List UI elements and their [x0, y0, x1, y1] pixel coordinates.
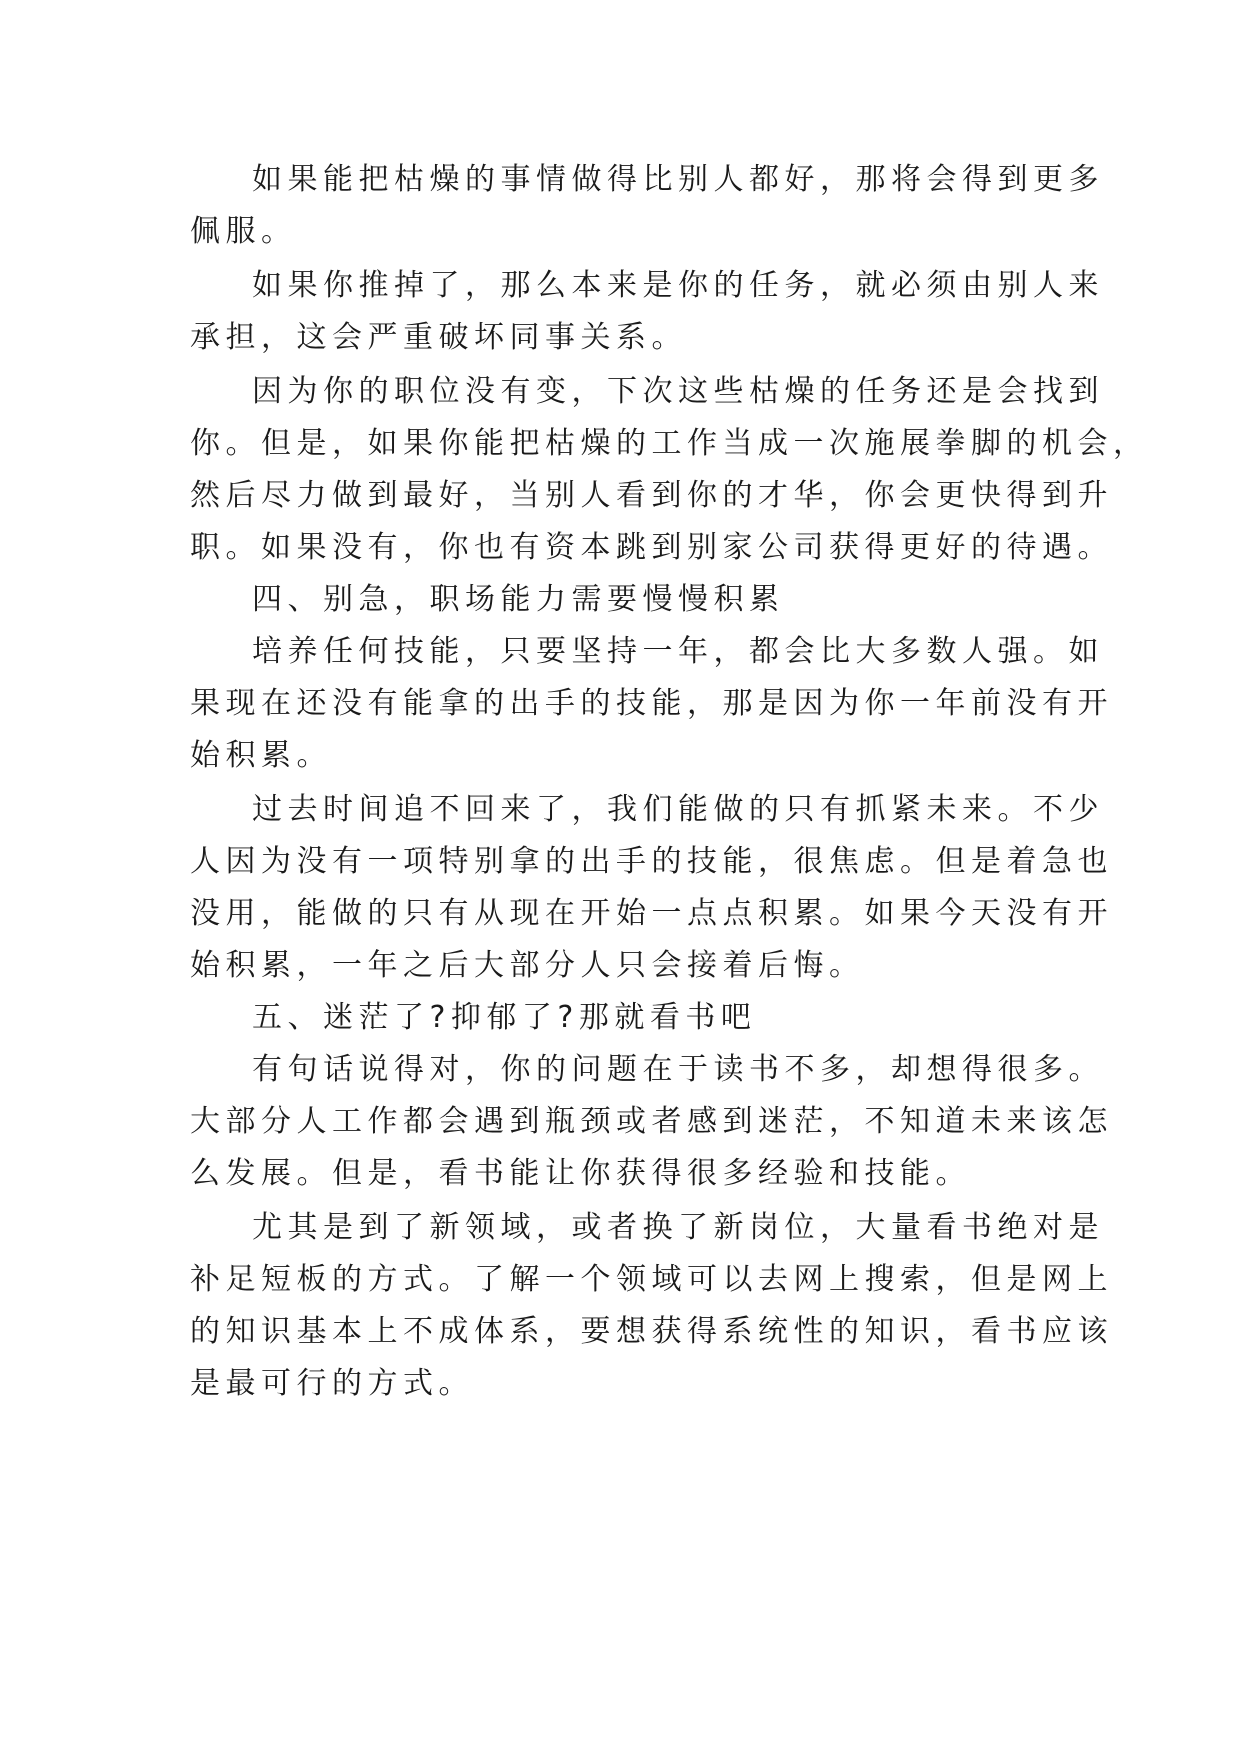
section-heading: 五、迷茫了?抑郁了?那就看书吧: [252, 1000, 757, 1035]
paragraph-line: 如果能把枯燥的事情做得比别人都好，那将会得到更多: [252, 162, 1104, 197]
paragraph-line: 佩服。: [190, 214, 297, 249]
paragraph-line: 么发展。但是，看书能让你获得很多经验和技能。: [190, 1156, 971, 1191]
paragraph-line: 补足短板的方式。了解一个领域可以去网上搜索，但是网上: [190, 1262, 1113, 1297]
paragraph-line: 始积累，一年之后大部分人只会接着后悔。: [190, 948, 865, 983]
paragraph-line: 没用，能做的只有从现在开始一点点积累。如果今天没有开: [190, 896, 1113, 931]
paragraph-line: 职。如果没有，你也有资本跳到别家公司获得更好的待遇。: [190, 530, 1113, 565]
paragraph-line: 始积累。: [190, 738, 332, 773]
paragraph-line: 有句话说得对，你的问题在于读书不多，却想得很多。: [252, 1052, 1104, 1087]
paragraph-line: 大部分人工作都会遇到瓶颈或者感到迷茫，不知道未来该怎: [190, 1104, 1113, 1139]
paragraph-line: 尤其是到了新领域，或者换了新岗位，大量看书绝对是: [252, 1210, 1104, 1245]
paragraph-line: 是最可行的方式。: [190, 1366, 474, 1401]
paragraph-line: 培养任何技能，只要坚持一年，都会比大多数人强。如: [252, 634, 1104, 669]
paragraph-line: 人因为没有一项特别拿的出手的技能，很焦虑。但是着急也: [190, 844, 1113, 879]
paragraph-line: 如果你推掉了，那么本来是你的任务，就必须由别人来: [252, 268, 1104, 303]
paragraph-line: 的知识基本上不成体系，要想获得系统性的知识，看书应该: [190, 1314, 1113, 1349]
paragraph-line: 果现在还没有能拿的出手的技能，那是因为你一年前没有开: [190, 686, 1113, 721]
paragraph-line: 承担，这会严重破坏同事关系。: [190, 320, 687, 355]
paragraph-line: 过去时间追不回来了，我们能做的只有抓紧未来。不少: [252, 792, 1104, 827]
paragraph-line: 你。但是，如果你能把枯燥的工作当成一次施展拳脚的机会，: [190, 426, 1149, 461]
paragraph-line: 然后尽力做到最好，当别人看到你的才华，你会更快得到升: [190, 478, 1113, 513]
paragraph-line: 因为你的职位没有变，下次这些枯燥的任务还是会找到: [252, 374, 1104, 409]
section-heading: 四、别急，职场能力需要慢慢积累: [252, 582, 785, 617]
